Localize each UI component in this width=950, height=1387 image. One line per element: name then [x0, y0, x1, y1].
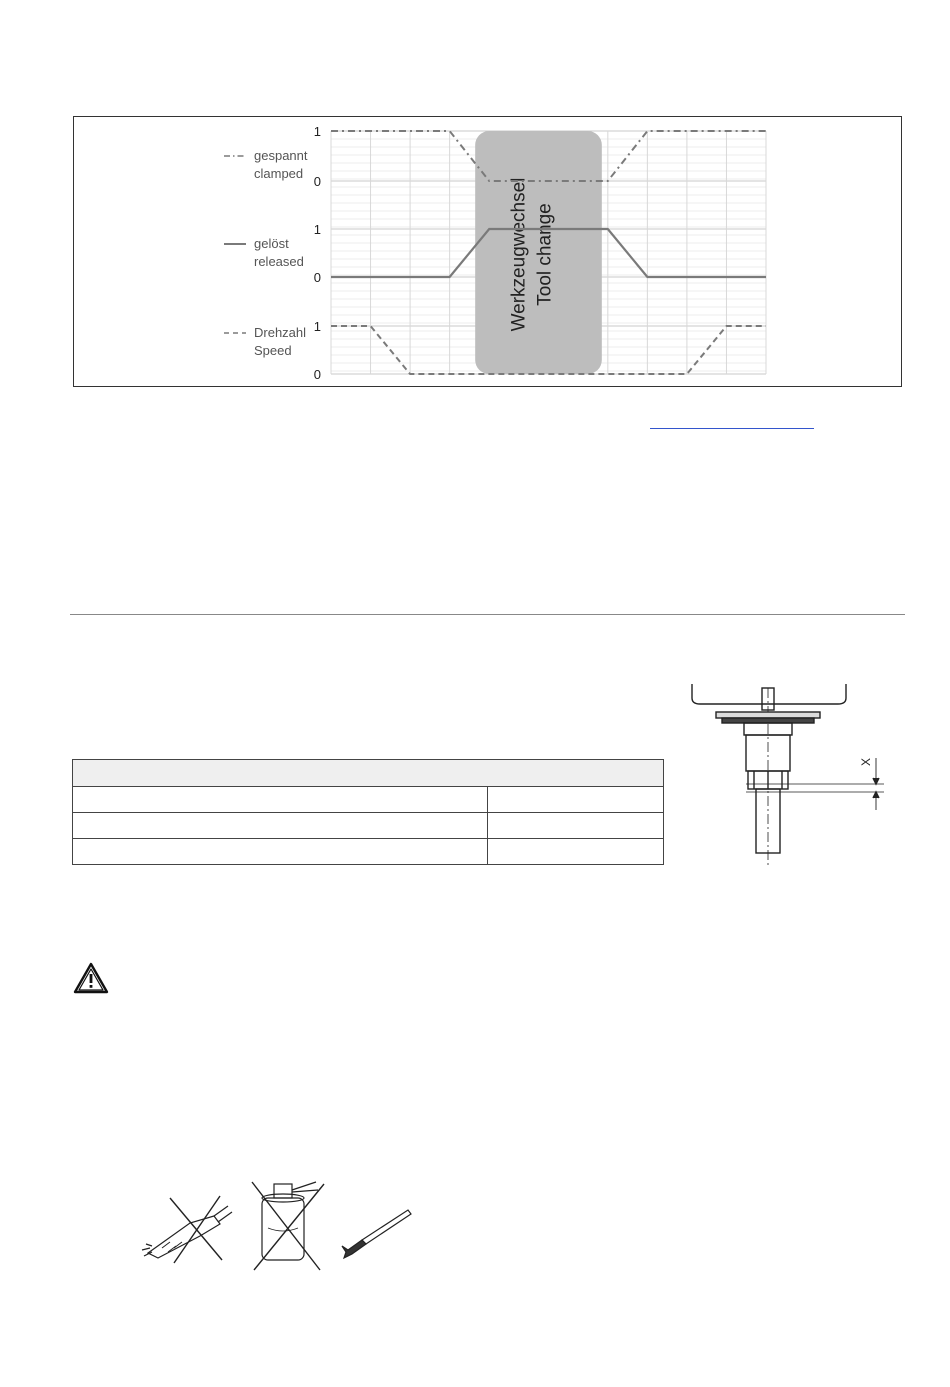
legend-label-geloest: gelöst [254, 236, 289, 251]
y-tick-label: 1 [313, 319, 321, 334]
y-tick-label: 0 [313, 367, 321, 382]
timing-chart [74, 117, 903, 388]
y-tick-labels [314, 124, 321, 382]
timing-diagram [73, 116, 902, 387]
chart-legend [224, 148, 308, 358]
y-tick-label: 0 [313, 174, 321, 189]
table-cell [73, 839, 488, 865]
legend-label-clamped: clamped [254, 166, 304, 181]
spindle-drawing [686, 680, 886, 870]
legend-label-speed: Speed [254, 343, 292, 358]
dimension-label-x: X [859, 757, 873, 766]
table-cell [488, 839, 664, 865]
band-label-werkzeugwechsel: Werkzeugwechsel [508, 177, 530, 332]
tool-change-band [475, 131, 602, 374]
table-cell [488, 787, 664, 813]
spray-can-prohibited-icon [252, 1182, 324, 1270]
table-cell [488, 813, 664, 839]
legend-label-released: released [254, 254, 304, 269]
link-underline[interactable] [650, 428, 814, 429]
spec-table [72, 759, 664, 865]
section-divider [70, 614, 905, 615]
cleaning-instruction-icons [140, 1178, 420, 1273]
table-row [73, 787, 664, 813]
band-label-tool-change: Tool change [534, 203, 556, 306]
table-cell [73, 813, 488, 839]
table-row [73, 839, 664, 865]
brush-icon [342, 1210, 411, 1258]
y-tick-label: 1 [313, 222, 321, 237]
legend-item-released [224, 236, 304, 269]
warning-icon [73, 962, 109, 994]
table-cell [73, 787, 488, 813]
table-header-row [73, 760, 664, 787]
compressed-air-gun-prohibited-icon [142, 1196, 232, 1263]
y-tick-label: 1 [313, 124, 321, 139]
table-row [73, 813, 664, 839]
legend-label-drehzahl: Drehzahl [254, 325, 307, 340]
legend-label-gespannt: gespannt [254, 148, 308, 163]
y-tick-label: 0 [313, 270, 321, 285]
legend-item-speed [224, 325, 306, 358]
table-header-cell [73, 760, 664, 787]
legend-item-clamped [224, 148, 308, 181]
